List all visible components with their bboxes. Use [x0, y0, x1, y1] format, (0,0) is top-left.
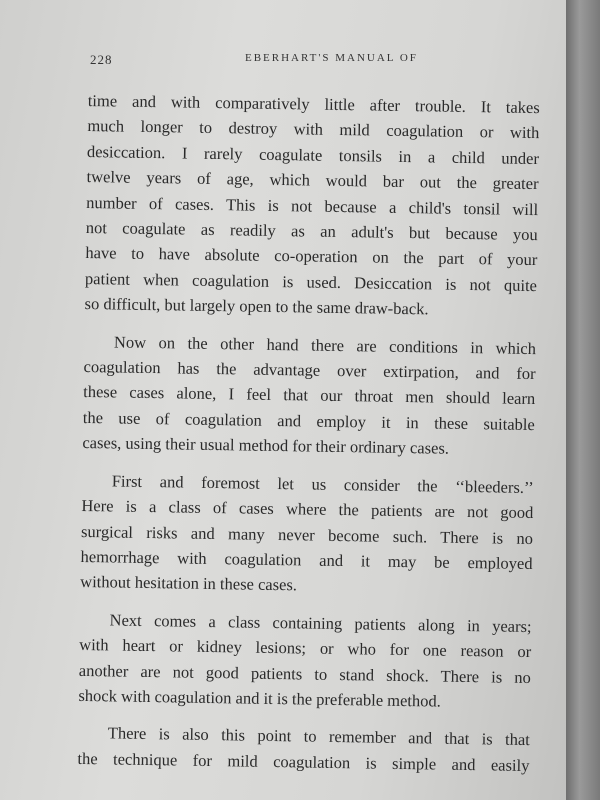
paragraph [82, 329, 536, 463]
paragraph [84, 88, 540, 324]
text-line: Next comes a class containing patients along in years; [109, 610, 532, 636]
text-line: First and foremost let us consider the ‘‘bleeders.’’ [111, 471, 534, 497]
text-line: patient when coagulation is used. Desiccation is not quite [84, 268, 538, 295]
paragraph [78, 607, 532, 716]
body-text [77, 88, 540, 790]
page-number: 228 [90, 52, 113, 67]
text-line: coagulation has the advantage over extirpation, and for [83, 357, 536, 384]
text-line: number of cases. This is not because a child's tonsil will [86, 192, 539, 219]
text-line: without hesitation in these cases. [80, 572, 298, 595]
text-line: so difficult, but largely open to the same draw-back. [84, 294, 429, 319]
text-line: surgical risks and many never become such. There is no [80, 521, 534, 548]
running-head: EBERHART'S MANUAL OF [245, 52, 418, 64]
book-gutter [566, 0, 600, 800]
text-line: twelve years of age, which would bar out the greater [86, 167, 539, 194]
text-line: hemorrhage with coagulation and it may be employed [80, 546, 533, 573]
paragraph [80, 468, 534, 602]
text-line: Here is a class of cases where the patients are not good [81, 496, 534, 523]
text-line: desiccation. I rarely coagulate tonsils in a child under [86, 141, 540, 168]
text-line: another are not good patients to stand shock. There is no [78, 660, 531, 687]
text-line: not coagulate as readily as an adult's but because you [85, 218, 538, 245]
text-line: time and with comparatively little after trouble. It takes [87, 90, 540, 118]
text-line: There is also this point to remember and that is that [107, 723, 530, 750]
text-line: the use of coagulation and employ it in these suitable [82, 407, 535, 434]
text-line: much longer to destroy with mild coagulation or with [87, 116, 540, 143]
text-line: cases, using their usual method for their ordinary cases. [82, 433, 450, 458]
text-line: the technique for mild coagulation is simple and easily [77, 748, 530, 775]
text-line: Now on the other hand there are conditions in which [113, 332, 537, 358]
text-line: these cases alone, I feel that our throat men should learn [83, 382, 536, 409]
text-line: have to have absolute co-operation on the part of your [85, 243, 538, 270]
paragraph [77, 720, 530, 778]
text-line: with heart or kidney lesions; or who for one reason or [79, 635, 532, 662]
text-line: shock with coagulation and it is the preferable method. [78, 685, 442, 711]
page-header [90, 52, 520, 72]
